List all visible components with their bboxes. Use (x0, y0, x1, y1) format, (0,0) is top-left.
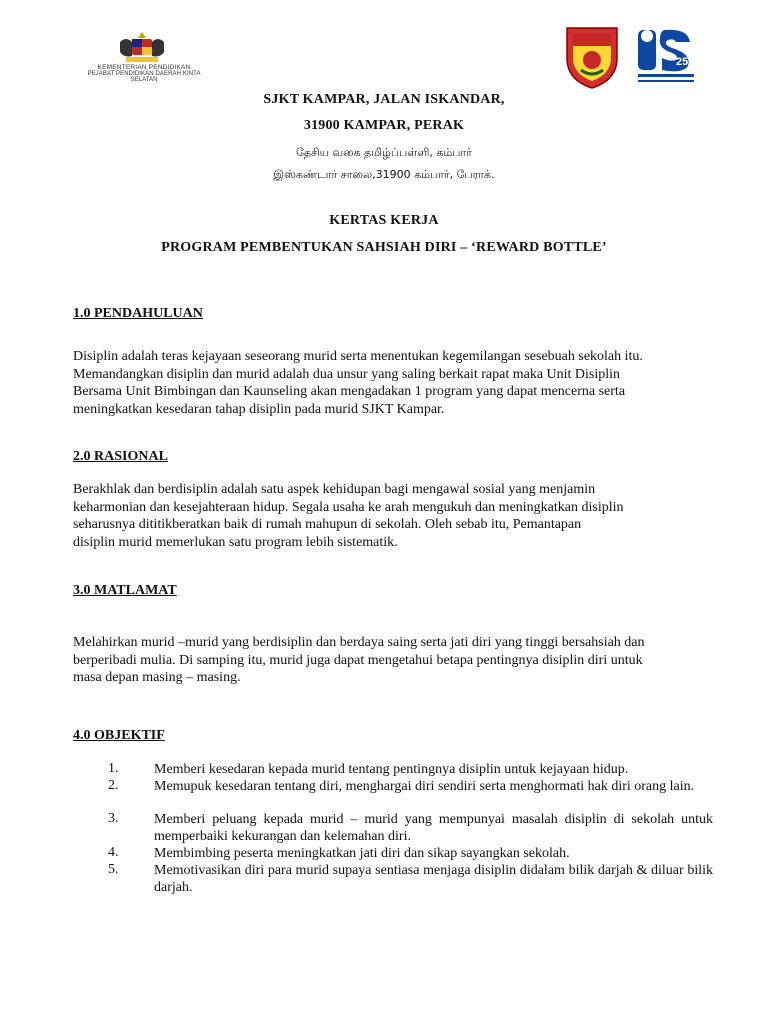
objective-number: 3. (108, 811, 119, 826)
objective-text: Memotivasikan diri para murid supaya sentiasa menjaga disiplin didalam bilik darjah & diluar bilik darjah. (154, 863, 713, 895)
tamil-line1: தேசிய வகை தமிழ்ப்பள்ளி, கம்பார் (296, 146, 472, 159)
paragraph-line: meningkatkan kesedaran tahap disiplin pada murid SJKT Kampar. (73, 401, 445, 417)
ministry-logo (112, 30, 172, 66)
objective-text: Memupuk kesedaran tentang diri, menghargai diri sendiri serta menghormati hak diri orang lain. (154, 779, 695, 794)
objective-text: Memberi peluang kepada murid – murid yang mempunyai masalah disiplin di sekolah untuk memperbaiki kekurangan dan kelemahan diri. (154, 812, 713, 844)
objective-text: Memberi kesedaran kepada murid tentang pentingnya disiplin untuk kejayaan hidup. (154, 762, 629, 777)
ministry-line2: PEJABAT PENDIDIKAN DAERAH KINTA SELATAN (87, 71, 201, 83)
ministry-line1: KEMENTERIAN PENDIDIKAN (97, 64, 191, 71)
section-body-matlamat (73, 634, 713, 687)
paragraph-line: Melahirkan murid –murid yang berdisiplin dan berdaya saing serta jati diri yang tinggi bersahsiah dan (73, 635, 645, 650)
school-name-line1: SJKT KAMPAR, JALAN ISKANDAR, (263, 92, 505, 107)
section-body-rasional (73, 481, 713, 551)
objective-number: 1. (108, 761, 119, 776)
school-crest-icon (561, 24, 623, 90)
section-heading-objektif: 4.0 OBJEKTIF (73, 728, 165, 743)
objective-number: 2. (108, 778, 119, 793)
paragraph-line: disiplin murid memerlukan satu program lebih sistematik. (73, 534, 398, 550)
ministry-text (74, 64, 214, 83)
is25-number: 25 (676, 56, 689, 68)
school-crest (561, 24, 623, 90)
paragraph-line: berperibadi mulia. Di samping itu, murid juga dapat mengetahui betapa pentingnya disiplin diri untuk (73, 652, 643, 668)
section-body-pendahuluan (73, 348, 713, 418)
section-heading-rasional: 2.0 RASIONAL (73, 449, 168, 464)
is25-logo (636, 24, 696, 86)
paragraph-line: seharusnya dititikberatkan baik di rumah mahupun di sekolah. Oleh sebab itu, Pemantapan (73, 517, 582, 532)
objective-text: Membimbing peserta meningkatkan jati diri dan sikap sayangkan sekolah. (154, 846, 570, 861)
section-heading-matlamat: 3.0 MATLAMAT (73, 583, 177, 598)
paragraph-line: Bersama Unit Bimbingan dan Kaunseling akan mengadakan 1 program yang dapat mencerna serta (73, 384, 626, 399)
paragraph-line: Memandangkan disiplin dan murid adalah dua unsur yang saling berkait rapat maka Unit Disiplin (73, 366, 621, 382)
paragraph-line: Berakhlak dan berdisiplin adalah satu aspek kehidupan bagi mengawal sosial yang menjamin (73, 482, 596, 497)
section-heading-pendahuluan: 1.0 PENDAHULUAN (73, 306, 203, 321)
doc-type: KERTAS KERJA (329, 213, 439, 228)
program-title: PROGRAM PEMBENTUKAN SAHSIAH DIRI – ‘REWARD BOTTLE’ (161, 240, 607, 255)
tamil-line2: இஸ்கண்டார் சாலை,31900 கம்பார், பேராக். (273, 168, 495, 181)
paragraph-line: Disiplin adalah teras kejayaan seseorang murid serta menentukan kegemilangan sesebuah sekolah itu. (73, 349, 643, 364)
coat-of-arms-icon (112, 30, 172, 66)
paragraph-line: keharmonian dan kesejahteraan hidup. Segala usaha ke arah mengukuh dan meningkatkan disiplin (73, 499, 624, 515)
objective-number: 4. (108, 845, 119, 860)
is25-logo-icon (636, 24, 696, 86)
paragraph-line: masa depan masing – masing. (73, 670, 241, 685)
school-name-line2: 31900 KAMPAR, PERAK (303, 118, 465, 133)
objective-number: 5. (108, 862, 119, 877)
